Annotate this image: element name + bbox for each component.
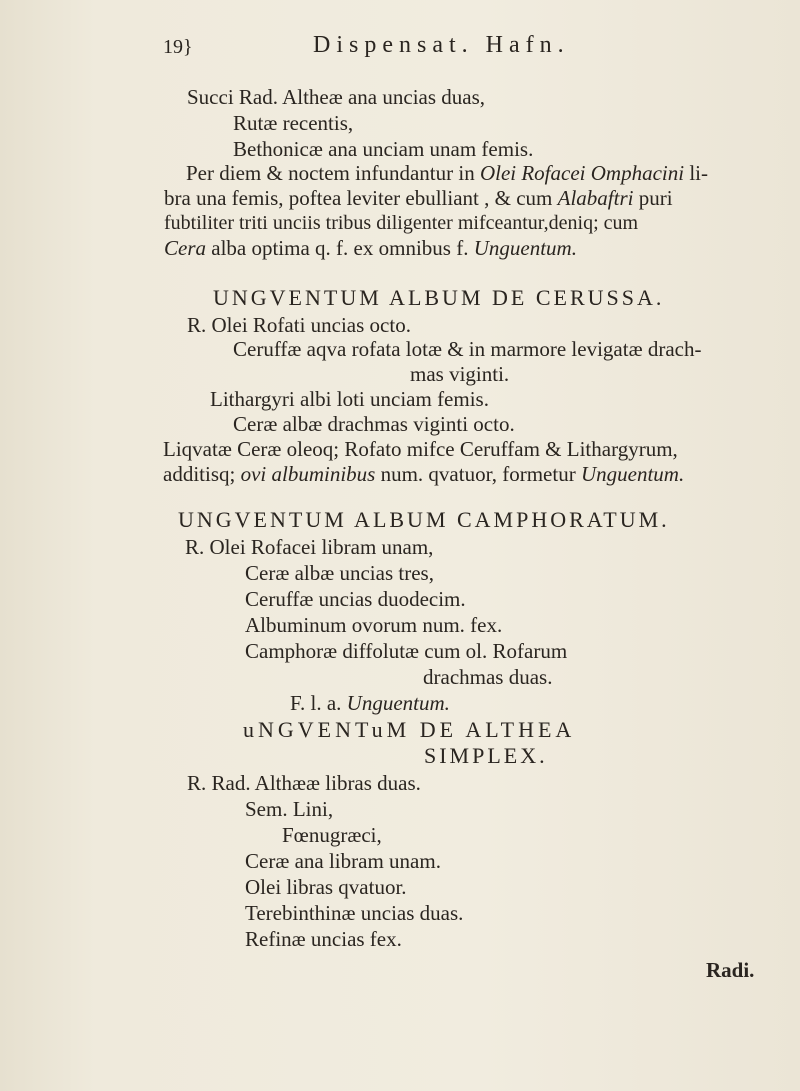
text-line: R. Olei Rofati uncias octo. xyxy=(187,313,411,337)
text-line: Liqvatæ Ceræ oleoq; Rofato mifce Ceruffam & Lithargyrum, xyxy=(163,437,678,461)
text-line: additisq; ovi albuminibus num. qvatuor, formetur Unguentum. xyxy=(163,462,685,486)
text-line: fubtiliter triti unciis tribus diligenter mifceantur,deniq; cum xyxy=(164,212,639,234)
text-line: Ceræ ana libram unam. xyxy=(245,849,441,873)
text-line: Rutæ recentis, xyxy=(233,111,354,135)
text-line: R. Rad. Althææ libras duas. xyxy=(187,771,421,795)
text-line: Bethonicæ ana unciam unam femis. xyxy=(233,137,534,161)
text-line: mas viginti. xyxy=(410,362,510,386)
text-line: Lithargyri albi loti unciam femis. xyxy=(210,387,489,411)
section-heading: uNGVENTuM DE ALTHEA xyxy=(243,717,576,742)
text-line: Ceruffæ uncias duodecim. xyxy=(245,587,466,611)
text-line: Cera alba optima q. f. ex omnibus f. Unguentum. xyxy=(164,236,577,260)
text-line: Ceræ albæ uncias tres, xyxy=(245,561,434,585)
text-line: Succi Rad. Altheæ ana uncias duas, xyxy=(187,85,486,109)
text-line: Ceruffæ aqva rofata lotæ & in marmore levigatæ drach- xyxy=(233,337,702,361)
running-title: Dispensat. Hafn. xyxy=(313,32,570,58)
section-heading: UNGVENTUM ALBUM DE CERUSSA. xyxy=(213,285,665,310)
text-line: Sem. Lini, xyxy=(245,797,334,821)
section-heading: SIMPLEX. xyxy=(424,743,548,768)
text-line: R. Olei Rofacei libram unam, xyxy=(185,535,434,559)
text-line: Per diem & noctem infundantur in Olei Rofacei Omphacini li- xyxy=(186,161,708,185)
section-heading: UNGVENTUM ALBUM CAMPHORATUM. xyxy=(178,507,670,532)
text-line: Terebinthinæ uncias duas. xyxy=(245,901,464,925)
text-line: Camphoræ diffolutæ cum ol. Rofarum xyxy=(245,639,568,663)
text-line: drachmas duas. xyxy=(423,665,553,689)
catchword: Radi. xyxy=(706,958,755,982)
text-line: Olei libras qvatuor. xyxy=(245,875,407,899)
text-line: Ceræ albæ drachmas viginti octo. xyxy=(233,412,515,436)
text-line: Refinæ uncias fex. xyxy=(245,927,402,951)
text-line: F. l. a. Unguentum. xyxy=(290,691,450,715)
text-line: bra una femis, poftea leviter ebulliant , & cum Alabaftri puri xyxy=(164,186,673,210)
text-line: Albuminum ovorum num. fex. xyxy=(245,613,503,637)
text-line: Fœnugræci, xyxy=(282,823,382,847)
page-number: 19} xyxy=(163,36,193,58)
